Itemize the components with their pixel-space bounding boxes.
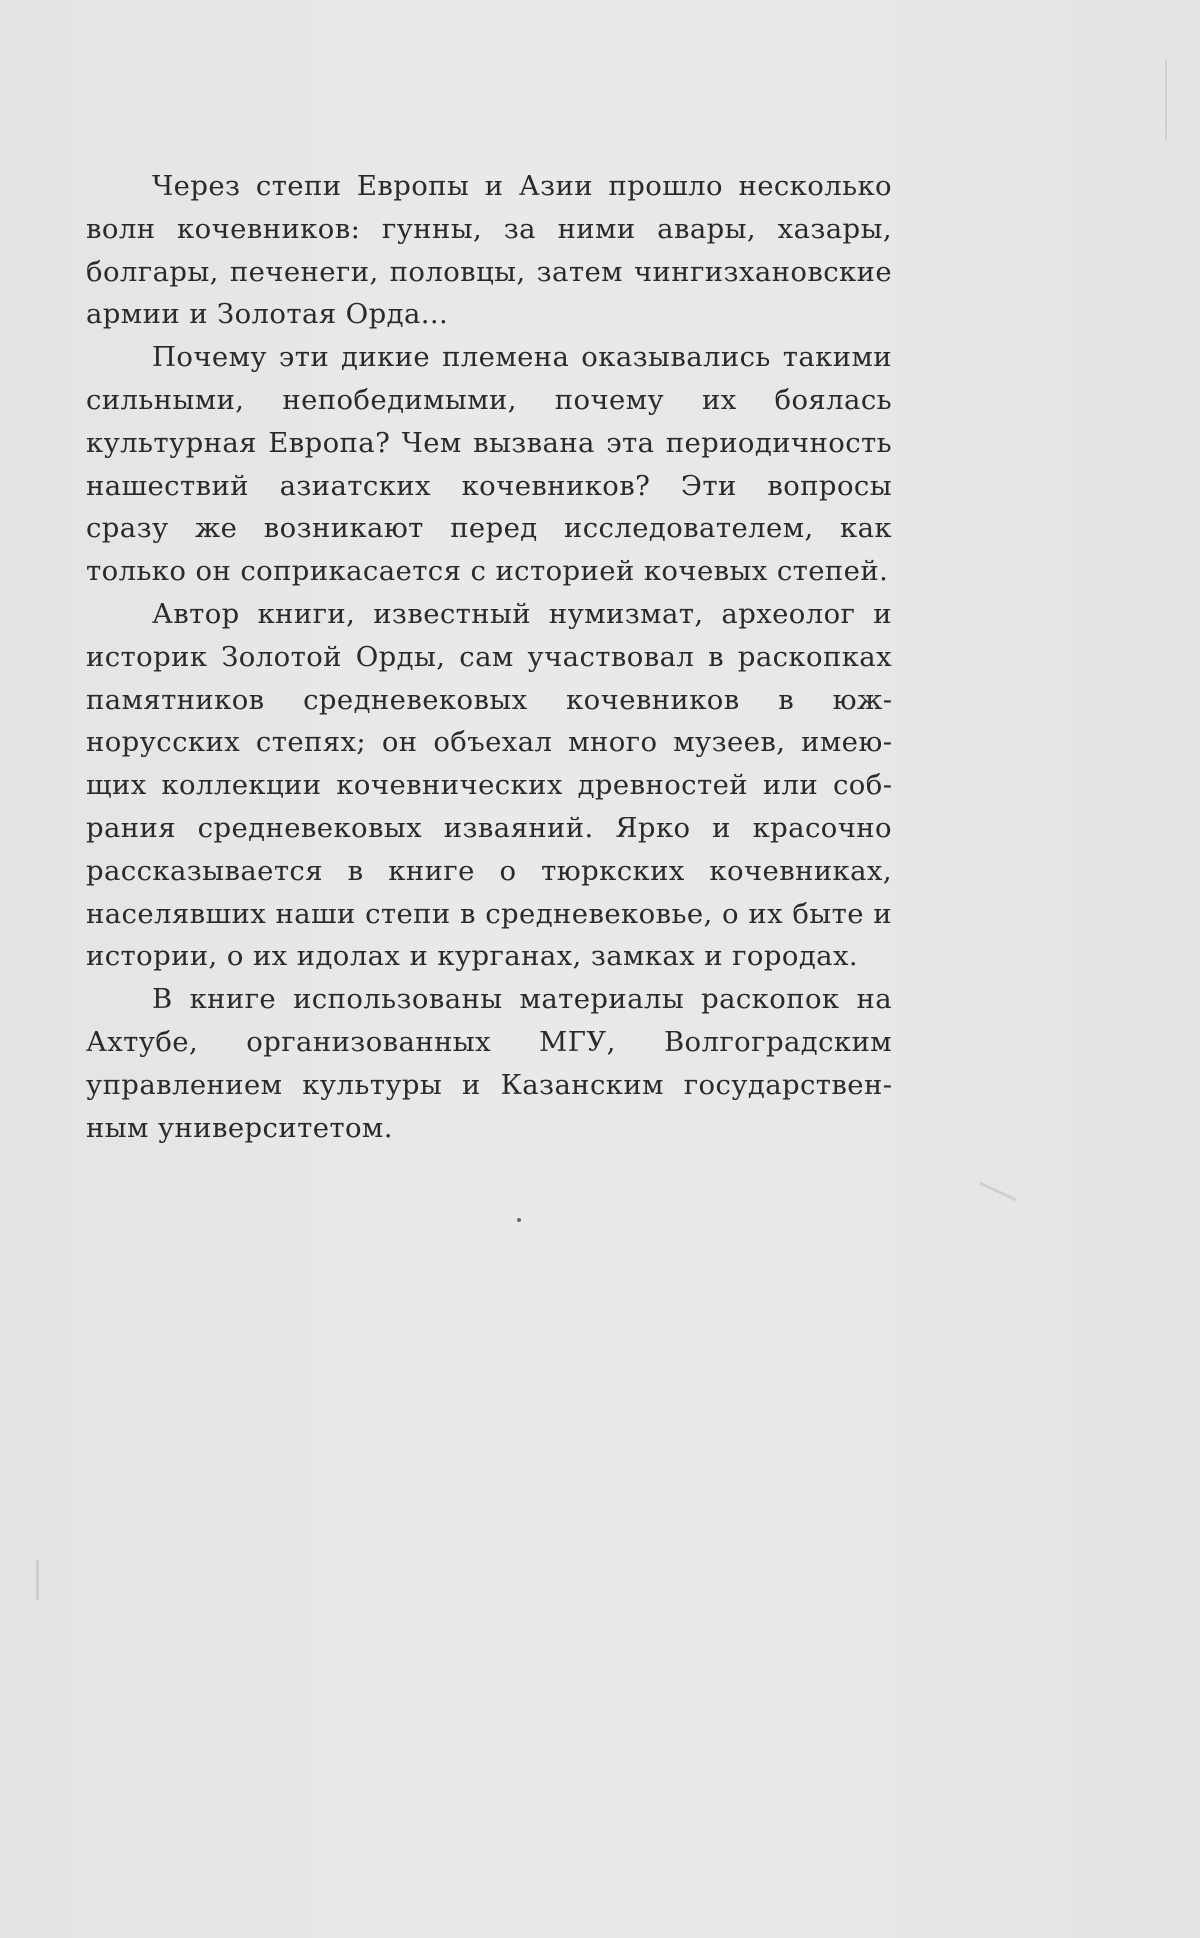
annotation-text xyxy=(86,165,892,1149)
paragraph-2: Почему эти дикие племена оказывались такими сильными, непобедимыми, почему их боялась культурная Европа? Чем вызвана эта периодичность нашествий азиатских кочевников? Эти вопросы сразу же возникают перед исследователем, как только он соприкасается с историей кочевых степей. xyxy=(86,341,892,588)
scan-artifact-right xyxy=(1165,60,1167,140)
paragraph-1: Через степи Европы и Азии прошло несколько волн кочевников: гунны, за ними авары, хазары, болгары, печенеги, половцы, затем чингизхановские армии и Золотая Орда... xyxy=(86,170,892,331)
ink-speck xyxy=(517,1218,521,1222)
scan-artifact-mark xyxy=(979,1182,1017,1202)
scan-artifact-left xyxy=(36,1560,39,1600)
paragraph-4: В книге использованы материалы раскопок на Ахтубе, организованных МГУ, Волгоградским управлением культуры и Казанским государственным университетом. xyxy=(86,983,892,1144)
paragraph-3: Автор книги, известный нумизмат, археолог и историк Золотой Орды, сам участвовал в раскопках памятников средневековых кочевников в южнорусских степях; он объехал много музеев, имеющих коллекции кочевнических древностей или собрания средневековых изваяний. Ярко и красочно рассказывается в книге о тюркских кочевниках, населявших наши степи в средневековье, о их быте и истории, о их идолах и курганах, замках и городах. xyxy=(86,597,892,973)
